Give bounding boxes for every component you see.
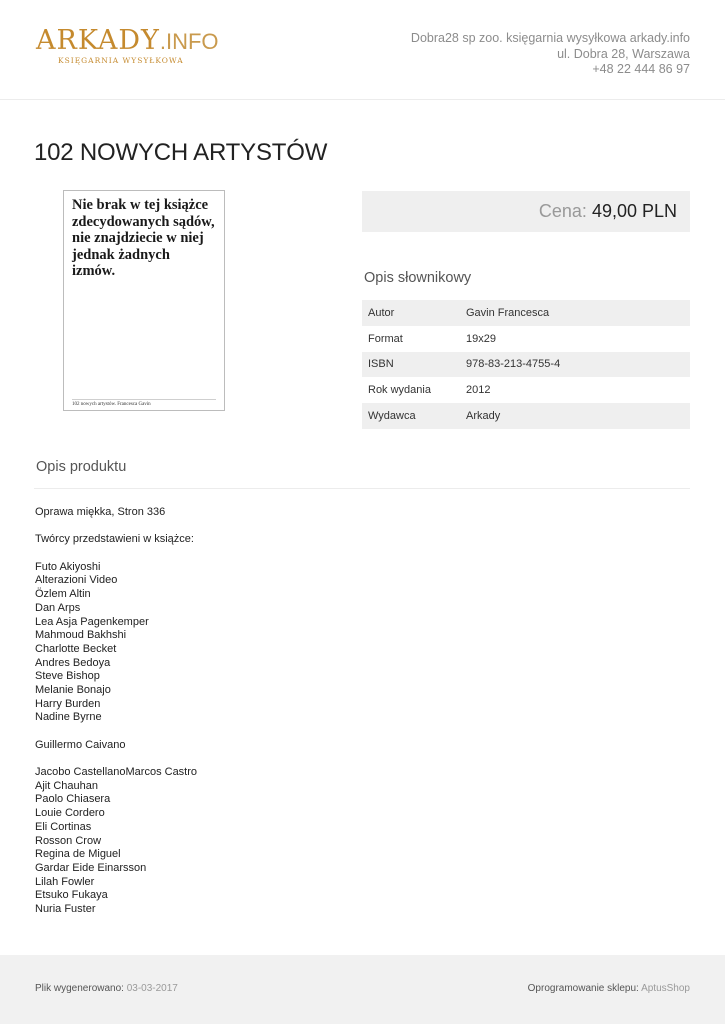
price-value: 49,00 PLN (591, 201, 677, 221)
spec-value: 978-83-213-4755-4 (460, 352, 690, 378)
artist-name: Lilah Fowler (35, 875, 95, 888)
logo-wordmark: ARKADY (36, 25, 160, 56)
spec-key: Format (368, 332, 403, 345)
logo-suffix: .INFO (159, 29, 219, 54)
specs-table (362, 300, 690, 429)
spec-key: ISBN (362, 352, 460, 378)
artist-name: Louie Cordero (35, 807, 105, 820)
spec-value: Arkady (460, 403, 690, 429)
artist-name: Rosson Crow (35, 834, 102, 847)
description-heading: Opis produktu (36, 459, 127, 475)
artist-name: Charlotte Becket (35, 642, 117, 655)
artist-name: Regina de Miguel (35, 848, 121, 861)
arkady-logo[interactable] (36, 26, 219, 65)
artist-name: Mahmoud Bakhshi (35, 629, 127, 642)
binding-info: Oprawa miękka, Stron 336 (35, 506, 166, 518)
artist-name: Özlem Altin (35, 588, 91, 601)
book-cover-image (63, 190, 225, 411)
artist-name: Nadine Byrne (35, 711, 102, 724)
artist-name: Andres Bedoya (35, 656, 111, 669)
spec-value: 2012 (466, 384, 491, 397)
company-phone: +48 22 444 86 97 (592, 62, 690, 76)
artist-name: Lea Asja Pagenkemper (35, 615, 149, 628)
dictionary-heading: Opis słownikowy (364, 270, 472, 286)
artist-name: Paolo Chiasera (35, 793, 111, 806)
company-name: Dobra28 sp zoo. księgarnia wysyłkowa arkady.info (410, 31, 690, 45)
spec-row-isbn (362, 352, 690, 378)
artist-name: Futo Akiyoshi (35, 560, 101, 573)
spec-key: Autor (362, 300, 460, 326)
cover-blurb: Nie brak w tej książce zdecydowanych sądów, nie znajdziecie w niej jednak żadnych izmów. (72, 197, 215, 279)
product-description (35, 506, 197, 917)
product-title: 102 NOWYCH ARTYSTÓW (34, 139, 328, 166)
artist-name: Ajit Chauhan (35, 779, 98, 792)
artist-name: Gardar Eide Einarsson (35, 861, 147, 874)
page-footer (0, 955, 725, 1024)
artist-list-group-2 (35, 739, 197, 753)
artist-name: Guillermo Caivano (35, 738, 126, 751)
cover-footer-text: 102 nowych artystów. Francesca Gavin (72, 399, 216, 407)
generated-date: 03-03-2017 (126, 983, 178, 994)
generated-label: Plik wygenerowano: (35, 983, 124, 994)
spec-row-year (362, 377, 690, 403)
price-label: Cena: (538, 201, 587, 221)
artist-name: Etsuko Fukaya (35, 889, 108, 902)
software-info (528, 983, 690, 994)
artist-name: Nuria Fuster (35, 902, 96, 915)
generation-info (35, 983, 178, 994)
spec-row-publisher (362, 403, 690, 429)
software-link[interactable]: AptusShop (641, 983, 690, 994)
artist-name: Melanie Bonajo (35, 683, 111, 696)
artist-name: Steve Bishop (35, 670, 100, 683)
artist-name: Dan Arps (35, 601, 81, 614)
company-address: ul. Dobra 28, Warszawa (557, 46, 690, 61)
artists-intro: Twórcy przedstawieni w książce: (35, 533, 194, 546)
description-divider (34, 488, 690, 489)
artist-list-group-3 (35, 766, 197, 917)
logo-tagline: KSIĘGARNIA WYSYŁKOWA (58, 56, 184, 65)
price-box (362, 191, 690, 232)
spec-value: Gavin Francesca (460, 300, 690, 326)
spec-key: Rok wydania (368, 384, 431, 397)
software-label: Oprogramowanie sklepu: (527, 983, 639, 994)
artist-name: Alterazioni Video (35, 574, 118, 587)
company-info (411, 31, 690, 78)
spec-row-author (362, 300, 690, 326)
artist-name: Eli Cortinas (35, 820, 92, 833)
spec-row-format (362, 326, 690, 352)
artist-name: Jacobo CastellanoMarcos Castro (35, 766, 198, 779)
spec-value: 19x29 (466, 332, 496, 345)
artist-list-group-1 (35, 561, 197, 725)
artist-name: Harry Burden (35, 697, 101, 710)
spec-key: Wydawca (362, 403, 460, 429)
page-header (0, 0, 725, 100)
